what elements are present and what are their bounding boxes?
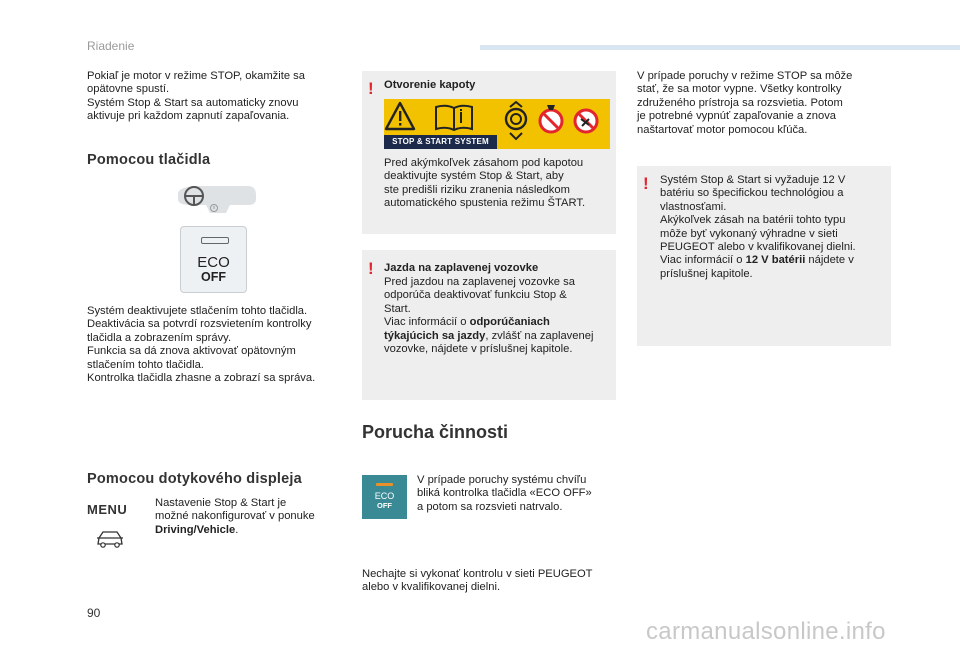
intro-text: Pokiaľ je motor v režime STOP, okamžite sa opätovne spustí. Systém Stop & Start sa automaticky znovu aktivuje pri každom zapnutí zapaľovania. (87, 70, 305, 123)
car-icon (95, 528, 125, 550)
warning-flooded-body (384, 276, 614, 356)
service-text: Nechajte si vykonať kontrolu v sieti PEUGEOT alebo v kvalifikovanej dielni. (362, 568, 593, 594)
battery-warning-text-end: nájdete v príslušnej kapitole. (660, 254, 854, 280)
touchscreen-text: Nastavenie Stop & Start je možné nakonfigurovať v ponuke (155, 497, 315, 523)
eco-small-label: ECO (374, 491, 395, 501)
page-number: 90 (87, 606, 101, 620)
watermark: carmanualsonline.info (646, 618, 886, 645)
warning-mark-icon: ! (368, 79, 374, 98)
stop-mode-fault-text: V prípade poruchy v režime STOP sa môže stať, že sa motor vypne. Všetky kontrolky združeného prístroja sa rozsvietia. Potom je potrebné vypnúť zapaľovanie a znova naštartovať motor pomocou kľúča. (637, 70, 853, 136)
warning-flooded-link: odporúčaniach týkajúcich sa jazdy (384, 316, 550, 342)
battery-warning-link: 12 V batérii (745, 254, 806, 267)
heading-button: Pomocou tlačidla (87, 152, 211, 168)
warning-flooded-text-end: , zvlášť na zaplavenej vozovke, nájdete v príslušnej kapitole. (384, 329, 594, 356)
vehicle-icon-wrapper (95, 528, 125, 550)
battery-warning-body (660, 174, 888, 281)
stop-start-banner: STOP & START SYSTEM (384, 135, 497, 149)
touchscreen-instructions (155, 497, 335, 537)
eco-off-indicator-icon (362, 475, 407, 519)
warning-mark-icon: ! (368, 259, 374, 278)
off-small-label: OFF (377, 501, 392, 510)
heading-touchscreen: Pomocou dotykového displeja (87, 471, 302, 487)
button-indicator-slot (201, 237, 229, 244)
header-bar (480, 45, 960, 50)
touchscreen-text-end: . (235, 523, 239, 536)
warning-hood-text: Pred akýmkoľvek zásahom pod kapotou deaktivujte systém Stop & Start, aby ste predišli riziku zranenia následkom automatického spustenia režimu ŠTART. (384, 157, 586, 210)
steering-wheel-icon (170, 181, 260, 217)
malfunction-text: V prípade poruchy systému chvíľu bliká kontrolka tlačidla «ECO OFF» a potom sa rozsvieti natrvalo. (417, 474, 592, 513)
eco-label: ECO (197, 254, 230, 271)
menu-label: MENU (87, 502, 128, 517)
warning-flooded-title: Jazda na zaplavenej vozovke (384, 262, 539, 274)
indicator-bar (376, 483, 393, 486)
steering-wheel-illustration (170, 181, 260, 217)
warning-mark-icon: ! (643, 174, 649, 193)
eco-off-button-illustration (180, 226, 247, 293)
touchscreen-menu-path: Driving/Vehicle (155, 523, 236, 536)
section-label: Riadenie (87, 39, 135, 53)
heading-malfunction: Porucha činnosti (362, 422, 509, 442)
button-instructions: Systém deaktivujete stlačením tohto tlačidla. Deaktivácia sa potvrdí rozsvietením kontrolky tlačidla a zobrazením správy. Funkcia sa dá znova aktivovať opätovným stlačením tohto tlačidla. Kontrolka tlačidla zhasne a zobrazí sa správa. (87, 305, 316, 385)
warning-hood-title: Otvorenie kapoty (384, 79, 476, 91)
off-label: OFF (201, 270, 226, 284)
battery-warning-text: Systém Stop & Start si vyžaduje 12 V batériu so špecifickou technológiou a vlastnosťami. Akýkoľvek zásah na batérii tohto typu môže byť vykonaný výhradne v sieti PEUGEOT alebo v kvalifikovanej dielni. Viac informácií o (660, 174, 856, 267)
warning-flooded-text: Pred jazdou na zaplavenej vozovke sa odporúča deaktivovať funkciu Stop & Start. Viac informácií o (384, 276, 575, 329)
